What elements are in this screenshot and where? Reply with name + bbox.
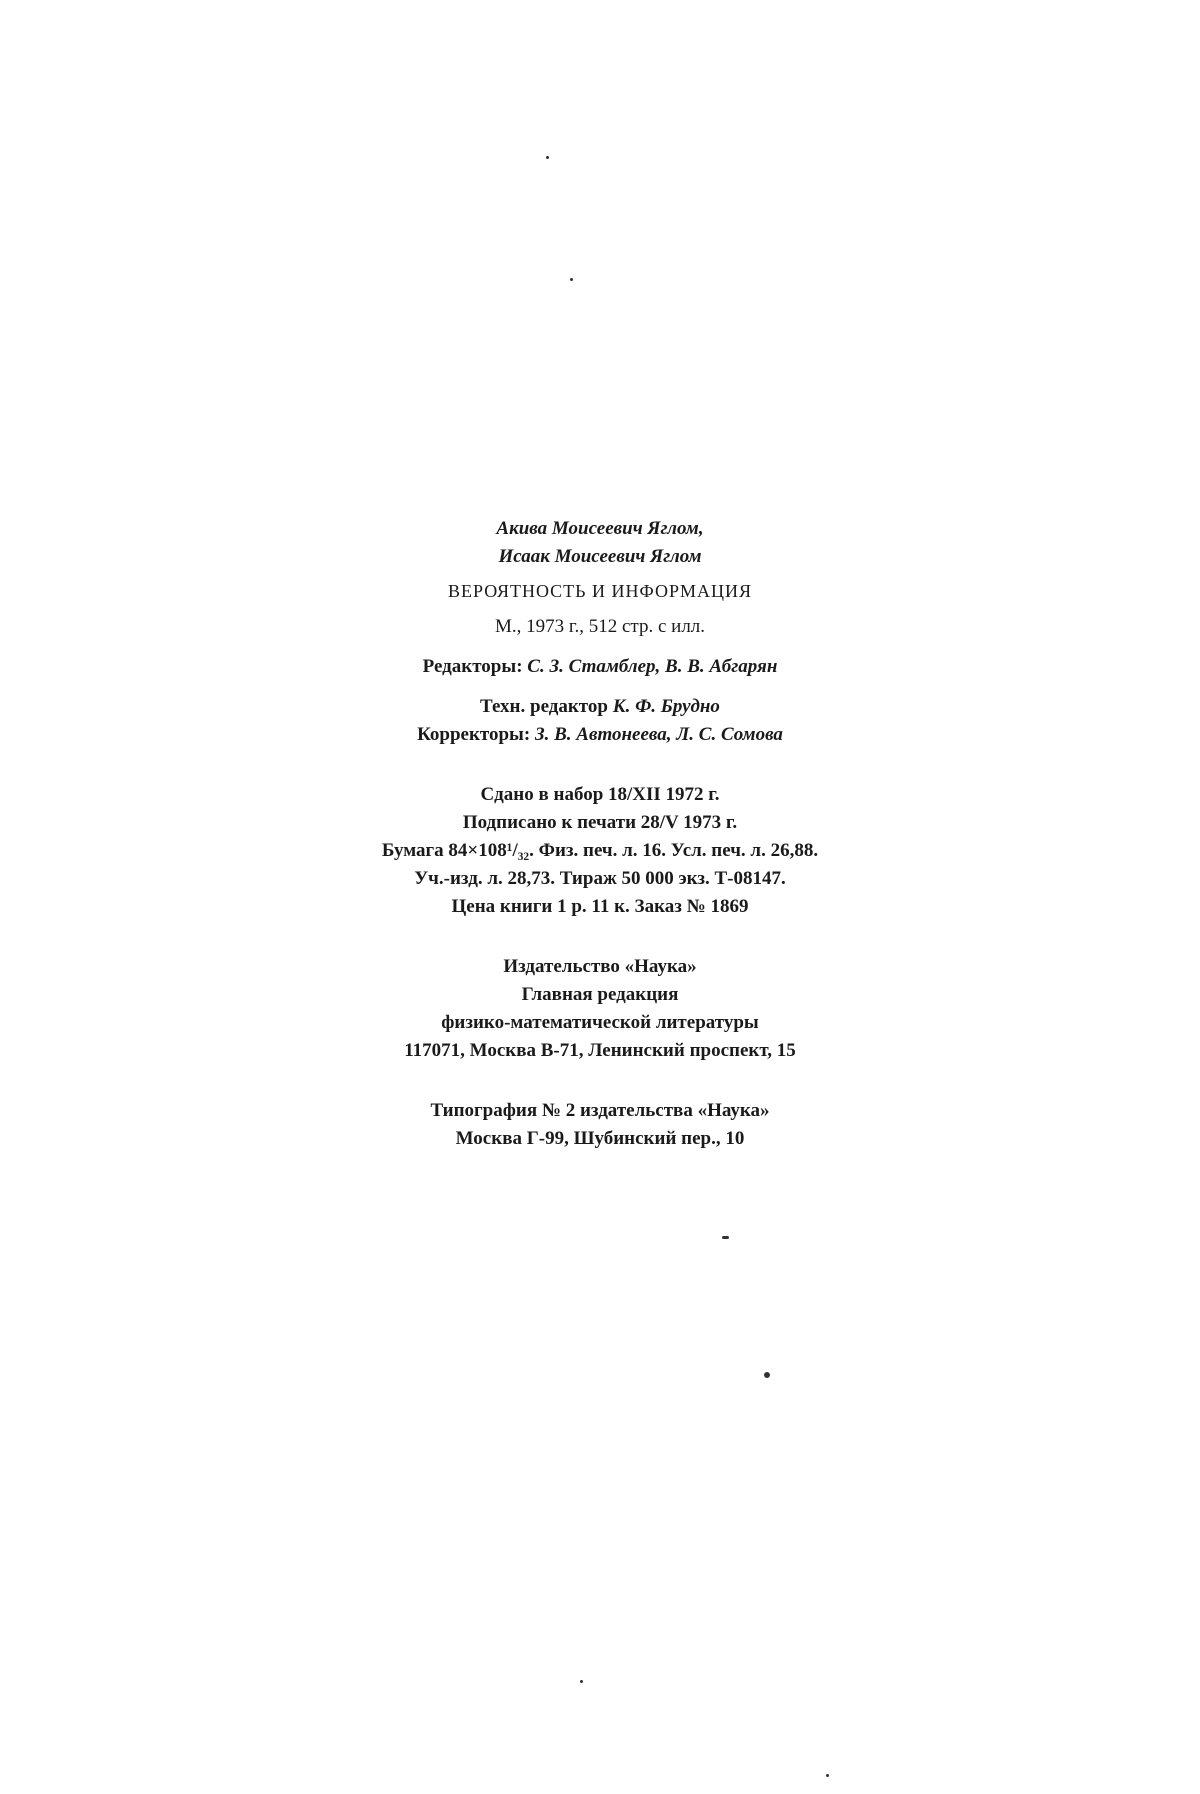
print-info-line: Подписано к печати 28/V 1973 г. [462,812,738,833]
print-info-line: Бумага 84×108¹/₃₂. Физ. печ. л. 16. Усл. печ. л. 26,88. [381,840,819,861]
scan-speck [764,1372,770,1378]
proofreaders-line [0,721,1200,749]
proofreaders-names: З. В. Автонеева, Л. С. Сомова [534,724,783,745]
tech-editor-names: К. Ф. Брудно [612,696,720,717]
print-info-line: Цена книги 1 р. 11 к. Заказ № 1869 [451,896,749,917]
author-line: Исаак Моисеевич Яглом [498,546,702,567]
scan-speck [546,156,549,159]
printer-line: Москва Г-99, Шубинский пер., 10 [455,1128,745,1149]
imprint-block [0,515,1200,1153]
book-title: ВЕРОЯТНОСТЬ И ИНФОРМАЦИЯ [448,581,752,601]
editors-line [0,653,1200,681]
publisher-line: физико-математической литературы [441,1012,759,1033]
editors-label: Редакторы: [422,656,523,677]
scan-speck [570,278,573,281]
printer-line: Типография № 2 издательства «Наука» [430,1100,770,1121]
tech-editor-label: Техн. редактор [480,696,608,717]
publisher-line: Издательство «Наука» [503,956,697,977]
author-line: Акива Моисеевич Яглом, [496,518,704,539]
print-info-line: Сдано в набор 18/XII 1972 г. [480,784,720,805]
editors-names: С. З. Стамблер, В. В. Абгарян [527,656,778,677]
print-info-line: Уч.-изд. л. 28,73. Тираж 50 000 экз. Т-08147. [414,868,786,889]
tech-editor-line [0,693,1200,721]
publisher-line: 117071, Москва В-71, Ленинский проспект, 15 [404,1040,796,1061]
publication-info: М., 1973 г., 512 стр. с илл. [494,616,706,637]
publisher-line: Главная редакция [521,984,679,1005]
proofreaders-label: Корректоры: [417,724,531,745]
scan-speck [722,1236,729,1239]
scan-speck [826,1774,829,1777]
scan-speck [580,1680,583,1683]
